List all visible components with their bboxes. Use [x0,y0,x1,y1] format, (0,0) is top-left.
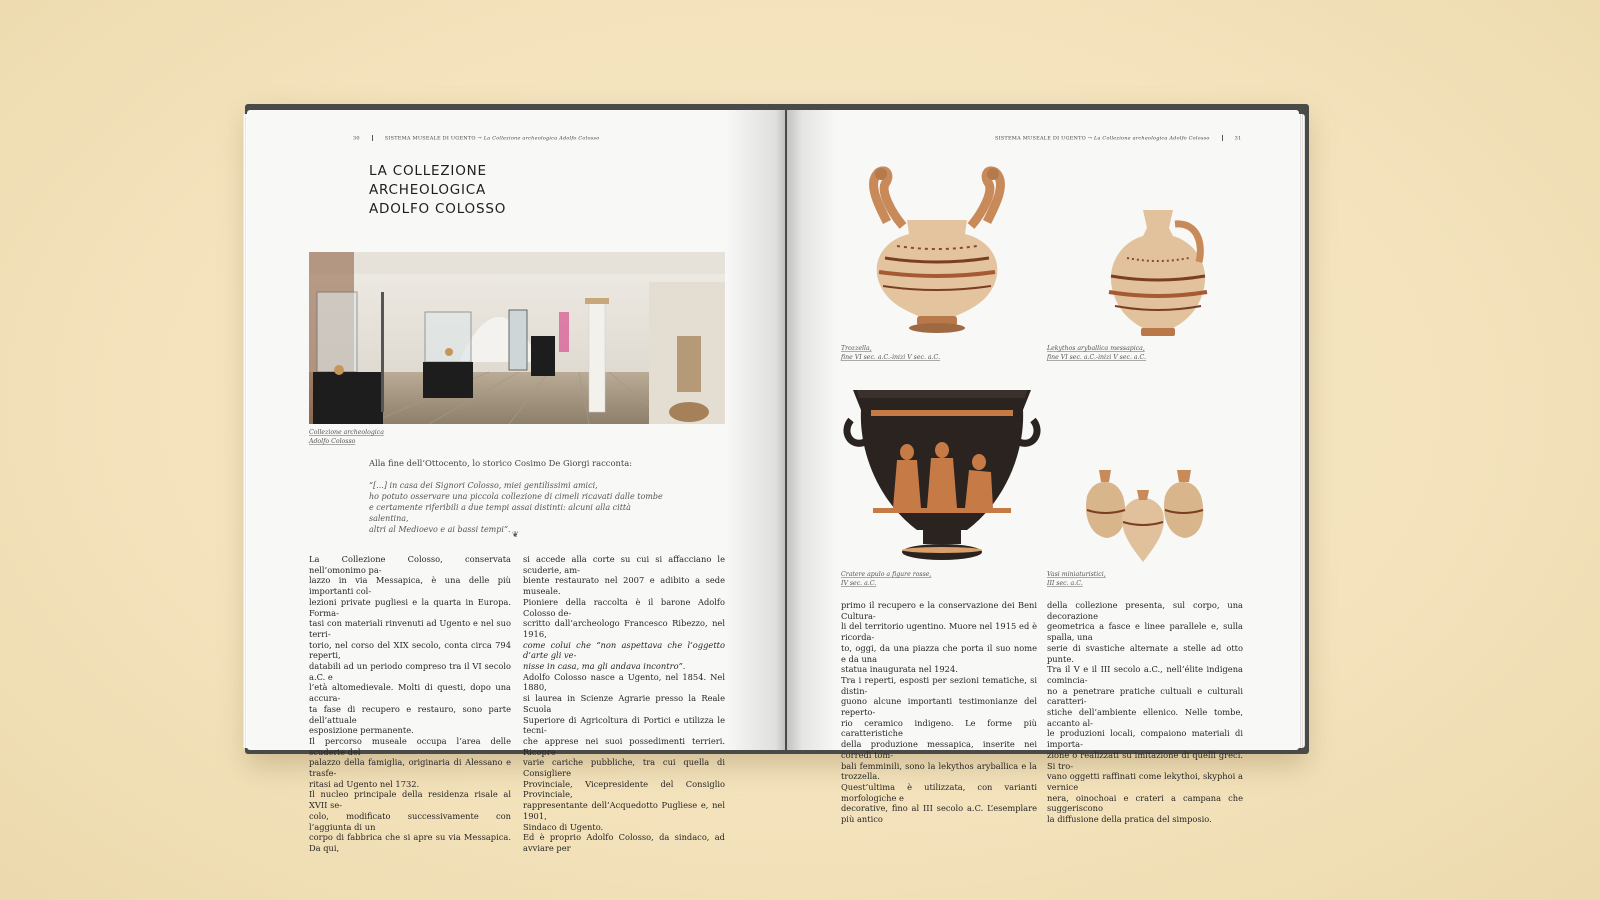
body-line: databili ad un periodo compreso tra il VI secolo a.C. e [309,661,511,682]
gutter-shadow [787,110,837,750]
intro-text: Alla fine dell’Ottocento, lo storico Cosimo De Giorgi racconta: [369,458,633,468]
chapter-title [369,162,629,219]
body-line: to, oggi, da una piazza che porta il suo nome e da una [841,642,1037,664]
left-running-head [353,135,599,142]
body-line: esposizione permanente. [309,725,414,736]
body-line: della collezione presenta, sul corpo, una decorazione [1047,600,1243,621]
miniature-vases-image [1079,466,1209,570]
body-line: Ed è proprio Adolfo Colosso, da sindaco, ad avviare per [523,832,725,853]
body-line: nisse in casa, ma gli andava incontro”. [523,661,686,672]
right-running-head-section: SISTEMA MUSEALE DI UGENTO [995,135,1086,142]
body-line: La Collezione Colosso, conservata nell’omonimo pa- [309,554,511,575]
title-line: ARCHEOLOGICA [369,182,487,198]
body-line: biente restaurato nel 2007 e adibito a sede museale. [523,575,725,597]
photo-caption [309,428,384,446]
caption-line: Trozzella, [841,345,872,352]
body-line: stiche dell’ambiente ellenico. Nelle tombe, accanto al- [1047,707,1243,728]
body-line: l’età altomedievale. Molti di questi, dopo una accura- [309,682,511,704]
body-line: rio ceramico indigeno. Le forme più caratteristiche [841,717,1037,739]
body-line: Il percorso museale occupa l’area delle scuderie del [309,735,511,757]
body-line: le produzioni locali, compaiono materiali di importa- [1047,728,1243,750]
body-line: bali femminili, sono la lekythos aryballica e la trozzella. [841,760,1037,782]
body-line: corpo di fabbrica che si apre su via Messapica. Da qui, [309,832,511,853]
caption-line: fine VI sec. a.C.-inizi V sec. a.C. [1047,354,1147,361]
quote-line: altri al Medioevo e ai bassi tempi”. [369,525,511,534]
body-line: varie cariche pubbliche, tra cui quella di Consigliere [523,757,725,779]
right-page [787,110,1299,825]
miniature-vases-caption [1047,570,1106,588]
body-line: Adolfo Colosso nasce a Ugento, nel 1854. Nel 1880, [523,671,725,693]
body-line: Sindaco di Ugento. [523,821,604,832]
right-running-head-sub: La Collezione archeologica Adolfo Colosso [1093,135,1210,142]
body-line: Tra il V e il III secolo a.C., nell’élite indigena comincia- [1047,664,1243,685]
body-line: come colui che “non aspettava che l’oggetto d’arte gli ve- [523,639,725,661]
caption-line: fine VI sec. a.C.-inizi V sec. a.C. [841,354,941,361]
body-line: la diffusione della pratica del simposio. [1047,814,1212,825]
body-line: vano oggetti raffinati come lekythoi, skyphoi a vernice [1047,771,1243,792]
left-body-column-2 [523,554,725,854]
body-line: tasi con materiali rinvenuti ad Ugento e nel suo terri- [309,618,511,639]
lekythos-vase-image [1103,202,1213,346]
body-line: ta fase di recupero e restauro, sono parte dell’attuale [309,703,511,725]
body-line: Pioniere della raccolta è il barone Adolfo Colosso de- [523,596,725,618]
body-line: si accede alla corte su cui si affacciano le scuderie, am- [523,554,725,575]
title-line: LA COLLEZIONE [369,163,487,179]
caption-line: III sec. a.C. [1047,580,1083,587]
body-line: statua inaugurata nel 1924. [841,664,958,675]
caption-line: Cratere apulo a figure rosse, [841,571,932,578]
caption-line: Lekythos aryballica messapica, [1047,345,1145,352]
body-line: si laurea in Scienze Agrarie presso la Reale Scuola [523,693,725,714]
ornament-icon: ❦ [512,530,519,539]
body-line: guono alcune importanti testimonianze del reperto- [841,696,1037,718]
body-line: serie di svastiche alternate a stelle ad otto punte. [1047,642,1243,664]
body-line: lazzo in via Messapica, è una delle più importanti col- [309,575,511,597]
trozzella-caption [841,344,940,362]
open-book [247,106,1307,853]
quote-line: “[...] in casa dei Signori Colosso, miei gentilissimi amici, [369,481,598,490]
body-line: palazzo della famiglia, originaria di Alessano e trasfe- [309,757,511,779]
right-body-column-1 [841,600,1037,825]
body-line: Tra i reperti, esposti per sezioni tematiche, si distin- [841,674,1037,696]
body-line: della produzione messapica, inserite nei corredi tom- [841,739,1037,760]
quote-line: ho potuto osservare una piccola collezione di cimeli ricavati dalle tombe [369,492,663,501]
left-body-column-1 [309,554,511,854]
body-line: nera, oinochoai e crateri a campana che suggeriscono [1047,792,1243,814]
left-running-head-section: SISTEMA MUSEALE DI UGENTO [384,135,476,142]
body-line: Quest’ultima è utilizzata, con varianti morfologiche e [841,781,1037,803]
body-line: colo, modificato successivamente con l’aggiunta di un [309,810,511,832]
caption-line: IV sec. a.C. [841,580,877,587]
photo-caption-line: Collezione archeologica [309,429,384,436]
body-line: Provinciale, Vicepresidente del Consiglio Provinciale, [523,778,725,800]
body-line: che apprese nei suoi possedimenti terrieri. Ricopre [523,735,725,757]
right-page-number: 31 [1234,135,1242,142]
trozzella-vase-image [857,162,1017,346]
body-line: decorative, fino al III secolo a.C. L’esemplare più antico [841,803,1037,825]
body-line: Il nucleo principale della residenza risale al XVII se- [309,789,511,811]
body-line: geometrica a fasce e linee parallele e, sulla spalla, una [1047,621,1243,643]
body-line: Superiore di Agricoltura di Portici e utilizza le tecni- [523,714,725,736]
body-line: scritto dall’archeologo Francesco Ribezzo, nel 1916, [523,618,725,639]
krater-caption [841,570,931,588]
body-line: zione o realizzati su imitazione di quelli greci. Si tro- [1047,749,1243,771]
photo-caption-line: Adolfo Colosso [309,438,356,445]
body-line: li del territorio ugentino. Muore nel 1915 ed è ricorda- [841,621,1037,643]
body-line: rappresentante dell’Acquedotto Pugliese e, nel 1901, [523,800,725,821]
body-line: primo il recupero e la conservazione dei Beni Cultura- [841,600,1037,621]
body-line: torio, nel corso del XIX secolo, conta circa 794 reperti, [309,639,511,661]
body-line: ritasi ad Ugento nel 1732. [309,778,420,789]
right-running-head-arrow: → [1087,135,1093,142]
gutter-shadow [725,110,785,750]
caption-line: Vasi miniaturistici, [1047,571,1106,578]
right-body-column-2 [1047,600,1243,825]
title-line: ADOLFO COLOSSO [369,201,507,217]
right-running-head [995,135,1241,142]
body-line: lezioni private pugliesi e la quarta in Europa. Forma- [309,596,511,618]
lekythos-caption [1047,344,1146,362]
left-running-head-sub: La Collezione archeologica Adolfo Colosso [483,135,600,142]
museum-interior-photo [309,252,725,424]
left-page-number: 30 [353,135,360,142]
quote-block [369,480,669,535]
body-line: no a penetrare pratiche cultuali e culturali caratteri- [1047,685,1243,707]
krater-vase-image [847,380,1037,574]
left-page [247,110,785,853]
left-running-head-arrow: → [477,135,482,142]
quote-line: e certamente riferibili a due tempi assai distinti: alcuni alla città salentina, [369,503,631,523]
